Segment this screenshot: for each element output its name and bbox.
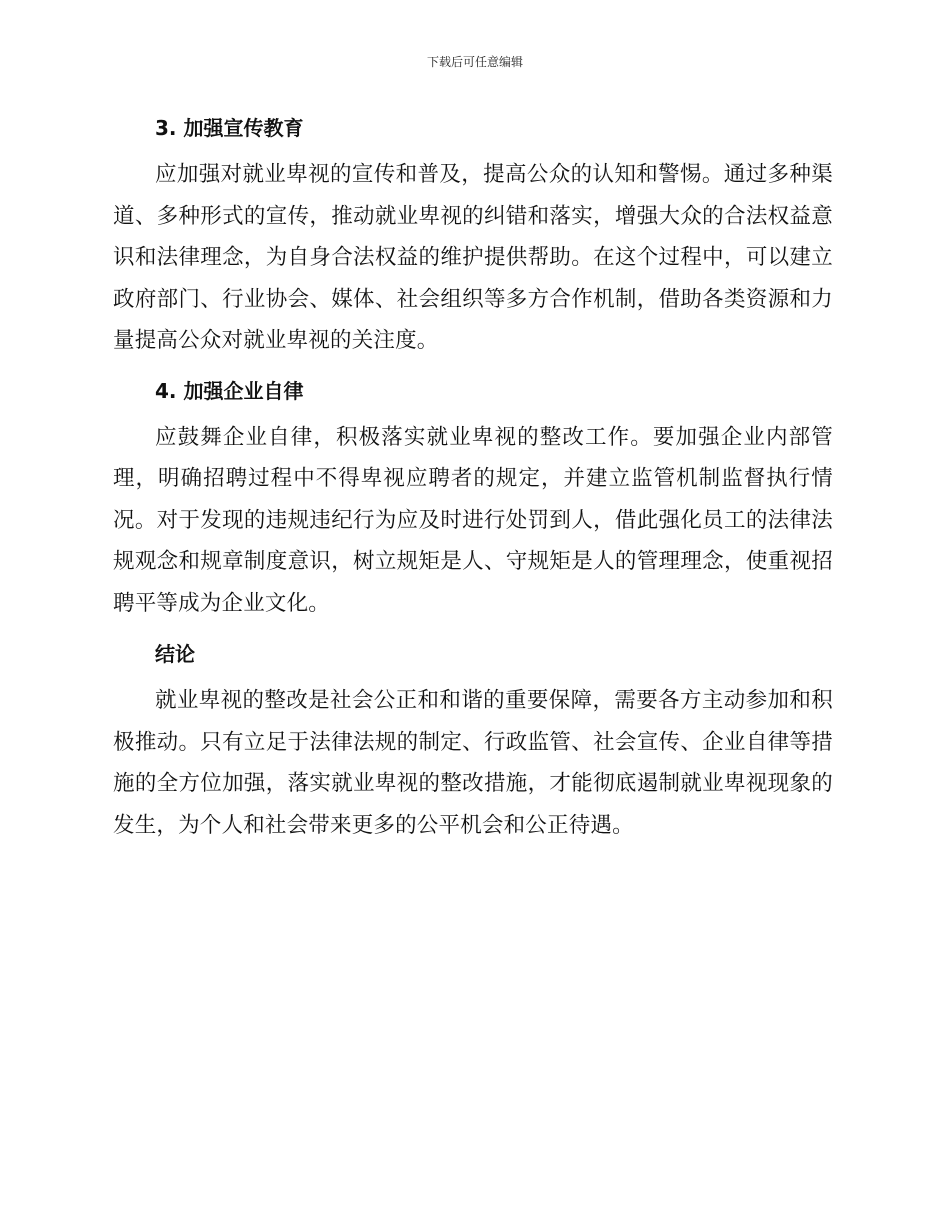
paragraph-publicity-education: 应加强对就业卑视的宣传和普及，提高公众的认知和警惕。通过多种渠道、多种形式的宣传，推动就业卑视的纠错和落实，增强大众的合法权益意识和法律理念，为自身合法权益的维护提供帮助。在这个过程中，可以建立政府部门、行业协会、媒体、社会组织等多方合作机制，借助各类资源和力量提高公众对就业卑视的关注度。 (113, 162, 833, 353)
section-heading-corporate-self-discipline: 4. 加强企业自律 (155, 378, 304, 403)
paragraph-conclusion: 就业卑视的整改是社会公正和和谐的重要保障，需要各方主动参加和积极推动。只有立足于法律法规的制定、行政监管、社会宣传、企业自律等措施的全方位加强，落实就业卑视的整改措施，才能彻底遏制就业卑视现象的发生，为个人和社会带来更多的公平机会和公正待遇。 (113, 688, 833, 838)
document-body (113, 108, 833, 846)
page-header: 下载后可任意编辑 (426, 55, 523, 69)
section-heading-publicity-education: 3. 加强宣传教育 (155, 116, 304, 140)
paragraph-corporate-self-discipline: 应鼓舞企业自律，积极落实就业卑视的整改工作。要加强企业内部管理，明确招聘过程中不得卑视应聘者的规定，并建立监管机制监督执行情况。对于发现的违规违纪行为应及时进行处罚到人，借此强化员工的法律法规观念和规章制度意识，树立规矩是人、守规矩是人的管理理念，使重视招聘平等成为企业文化。 (113, 424, 833, 616)
section-heading-conclusion: 结论 (155, 642, 195, 666)
